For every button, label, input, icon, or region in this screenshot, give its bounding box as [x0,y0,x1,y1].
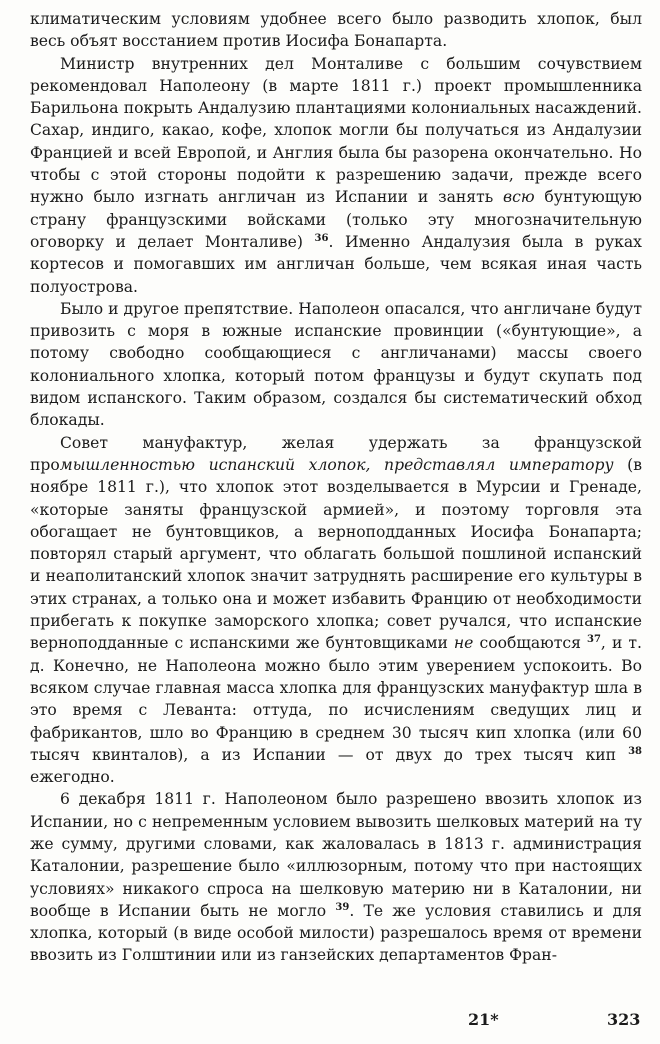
emphasis-text: мышленностью испанский хлопок, представлял императору [59,455,614,474]
text-run: климатическим условиям удобнее всего было разводить хлопок, был весь объят восстанием против Иосифа Бонапарта. [30,10,642,51]
text-run: (в ноябре 1811 г.), что хлопок этот возделывается в Мурсии и Гренаде, «которые заняты французской армией», и поэтому торговля эта обогащает не бунтовщиков, а верноподданных Иосифа Бонапарта; повторял старый аргумент, что облагать большой пошлиной испанский и неаполитанский хлопок значит затруднять расширение его культуры в этих странах, а только она и может избавить Францию от необходимости прибегать к покупке заморского хлопка; совет ручался, что испанские верноподданные с испанскими же бунтовщиками [30,455,642,653]
text-run: бунтующую страну французскими войсками (только эту многозначительную оговорку и делает Монталиве) [30,188,642,251]
footnote-reference[interactable]: 39 [335,901,350,913]
text-run: . Именно Андалузия была в руках кортесов и помогавших им англичан больше, чем всякая иная часть полуострова. [30,232,642,296]
paragraph [30,53,642,298]
text-run: , и т. д. Конечно, не Наполеона можно было этим уверением успокоить. Во всяком случае главная масса хлопка для французских мануфактур шла в это время с Леванта: оттуда, по исчислениям сведущих лиц и фабрикантов, шло во Францию в среднем 30 тысяч кип хлопка (или 60 тысяч квинталов), а из Испании — от двух до трех тысяч кип [30,634,642,764]
text-run: ежегодно. [30,768,115,787]
paragraph [30,298,642,432]
footnote-reference[interactable]: 38 [628,745,642,757]
text-body [30,8,642,967]
paragraph [30,788,642,966]
footnote-reference[interactable]: 37 [587,634,601,646]
text-run: Было и другое препятствие. Наполеон опасался, что англичане будут привозить с моря в южные испанские провинции («бунтующие», а потому свободно сообщающиеся с англичанами) массы своего колониального хлопка, который потом французы и будут скупать под видом испанского. Таким образом, создался бы систематический обход блокады. [30,299,642,430]
paragraph [30,8,642,53]
text-run: сообщаются [473,634,587,653]
emphasis-text: не [453,634,474,653]
text-run: Министр внутренних дел Монталиве с большим сочувствием рекомендовал Наполеону (в марте 1811 г.) проект промышленника Барильона покрыть Андалузию плантациями колониальных насаждений. Сахар, индиго, какао, кофе, хлопок могли бы получаться из Андалузии Францией и всей Европой, и Англия была бы разорена окончательно. Но чтобы с этой стороны подойти к разрешению задачи, прежде всего нужно было изгнать англичан из Испании и занять [30,54,642,207]
paragraph [30,432,642,789]
footnote-reference[interactable]: 36 [314,232,329,244]
text-run: 6 декабря 1811 г. Наполеоном было разрешено ввозить хлопок из Испании, но с непременным условием вывозить шелковых материй на ту же сумму, другими словами, как жаловалась в 1813 г. администрация Каталонии, разрешение было «иллюзорным, потому что при настоящих условиях» никакого спроса на шелковую материю ни в Каталонии, ни вообще в Испании быть не могло [30,790,642,920]
text-run: . Те же условия ставились и для хлопка, который (в виде особой милости) разрешалось время от времени ввозить из Голштинии или из ганзейских департаментов Фран- [30,901,642,965]
emphasis-text: всю [503,188,535,207]
printer-signature: 21* [468,1010,499,1029]
page-number: 323 [607,1010,641,1029]
text-run: Совет мануфактур, желая удержать за французской про [30,433,642,474]
